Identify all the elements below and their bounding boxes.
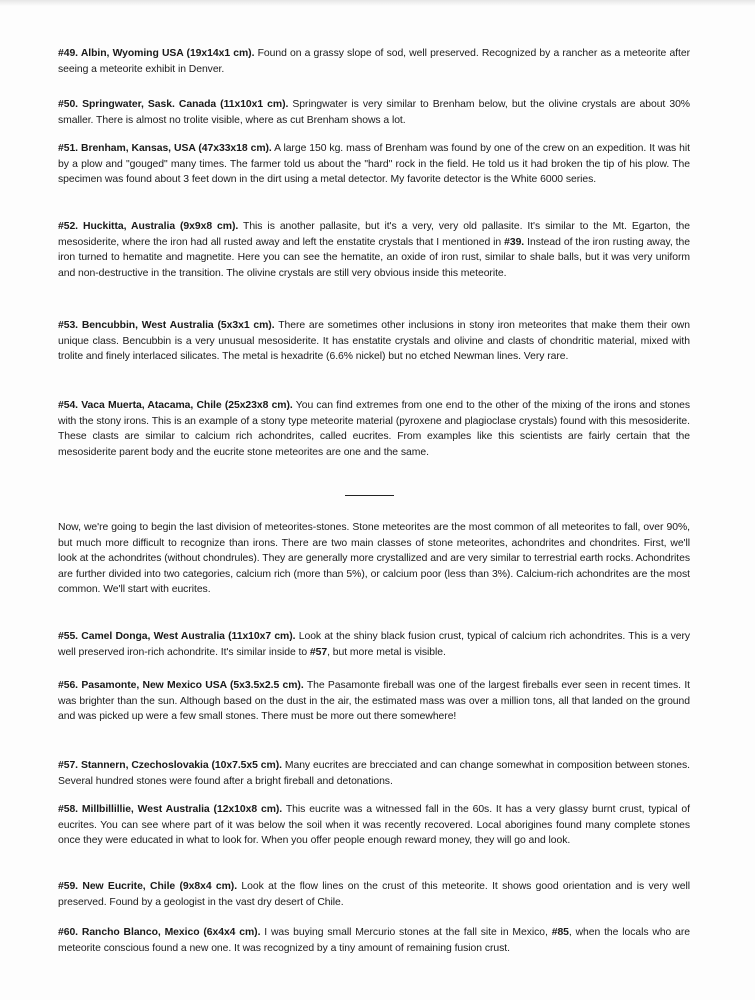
entry-55 — [58, 629, 690, 660]
entry-reference: #39. — [504, 236, 525, 248]
entry-text: This is another pallasite, but it's a very, very old pallasite. It's similar to the Mt. Egarton, the mesosiderite, where the iron had all rusted away and left the enstatite crystals that I mentioned in — [58, 221, 690, 248]
entry-text: A large 150 kg. mass of Brenham was found by one of the crew on an expedition. It was hit by a plow and "gouged" many times. The farmer told us about the "hard" rock in the field. He told us it had broken the tip of his plow. The specimen was found about 3 feet down in the dirt using a metal detector. My favorite detector is the White 6000 series. — [58, 143, 690, 186]
entry-text: You can find extremes from one end to the other of the mixing of the irons and stones with the stony irons. This is an example of a stony type meteorite material (pyroxene and plagioclase crystals) found with this mesosiderite. These clasts are similar to calcium rich achondrites, called eucrites. From examples like this scientists are fairly certain that the mesosiderite parent body and the eucrite stone meteorites are one and the same. — [58, 400, 691, 458]
entry-49 — [58, 46, 690, 77]
entry-heading: #55. Camel Donga, West Australia (11x10x7 cm). — [58, 631, 296, 642]
entry-56 — [58, 678, 690, 725]
entry-57 — [58, 758, 690, 789]
entry-60 — [58, 925, 690, 956]
entry-text: I was buying small Mercurio stones at the fall site in Mexico, — [260, 927, 552, 938]
entry-text: , when the locals who are meteorite conscious found a new one. It was recognized by a tiny amount of remaining fusion crust. — [58, 927, 690, 954]
entry-heading: #52. Huckitta, Australia (9x9x8 cm). — [58, 221, 239, 232]
entry-heading: #49. Albin, Wyoming USA (19x14x1 cm). — [58, 48, 255, 59]
stones-intro-paragraph: Now, we're going to begin the last division of meteorites-stones. Stone meteorites are the most common of all meteorites to fall, over 90%, but much more difficult to recognize than irons. There are two main classes of stone meteorites, achondrites and chondrites. First, we'll look at the achondrites (without chondrules). They are generally more crystallized and are very similar to terrestrial earth rocks. Achondrites are further divided into two categories, calcium rich (more than 5%), or calcium poor (less than 3%). Calcium-rich achondrites are the most common. We'll start with eucrites. — [58, 522, 690, 596]
entry-text: , but more metal is visible. — [327, 646, 446, 658]
entry-50 — [58, 97, 690, 128]
entry-54 — [58, 398, 690, 460]
entry-reference: #85 — [551, 927, 569, 938]
entry-53 — [58, 318, 690, 365]
entry-heading: #59. New Eucrite, Chile (9x8x4 cm). — [58, 881, 238, 892]
entry-heading: #53. Bencubbin, West Australia (5x3x1 cm). — [58, 320, 275, 331]
entry-heading: #51. Brenham, Kansas, USA (47x33x18 cm). — [58, 143, 272, 154]
entry-58 — [58, 802, 690, 849]
scan-edge — [0, 0, 755, 6]
entry-heading: #56. Pasamonte, New Mexico USA (5x3.5x2.5 cm). — [58, 680, 304, 691]
entry-heading: #54. Vaca Muerta, Atacama, Chile (25x23x8 cm). — [58, 400, 293, 411]
entry-text: Springwater is very similar to Brenham below, but the olivine crystals are about 30% smaller. There is almost no trolite visible, where as cut Brenham shows a lot. — [58, 99, 690, 126]
entry-text: There are sometimes other inclusions in stony iron meteorites that make them their own unique class. Bencubbin is a very unusual mesosiderite. It has enstatite crystals and olivine and clasts of chondritic material, mixed with trolite and finely interlaced silicates. The metal is hexadrite (6.6% nickel) but no etched Newman lines. Very rare. — [58, 320, 690, 363]
entry-reference: #57 — [309, 646, 328, 658]
entry-heading: #60. Rancho Blanco, Mexico (6x4x4 cm). — [58, 927, 261, 938]
entry-text: Look at the flow lines on the crust of this meteorite. It shows good orientation and is very well preserved. Found by a geologist in the vast dry desert of Chile. — [58, 881, 690, 908]
entry-text: Instead of the iron rusting away, the iron turned to hematite and magnetite. Here you can see the hematite, an oxide of iron rust, similar to shale balls, but it was very uniform and non-destructive in the transition. The olivine crystals are still very obvious inside this meteorite. — [58, 236, 690, 279]
entry-59 — [58, 879, 690, 910]
entry-52 — [58, 219, 690, 281]
entry-text: The Pasamonte fireball was one of the largest fireballs ever seen in recent times. It was brighter than the sun. Although based on the dust in the air, the estimated mass was over a million tons, all that landed on the ground and was picked up were a few small stones. There must be more out there somewhere! — [58, 680, 690, 723]
entry-text: Look at the shiny black fusion crust, typical of calcium rich achondrites. This is a very well preserved iron-rich achondrite. It's similar inside to — [58, 631, 690, 658]
entry-heading: #50. Springwater, Sask. Canada (11x10x1 cm). — [58, 99, 289, 110]
section-divider — [345, 495, 394, 496]
entry-heading: #58. Millbillillie, West Australia (12x10x8 cm). — [58, 804, 283, 815]
entry-text: Found on a grassy slope of sod, well preserved. Recognized by a rancher as a meteorite after seeing a meteorite exhibit in Denver. — [58, 48, 690, 75]
entry-51 — [58, 141, 690, 188]
entry-text: This eucrite was a witnessed fall in the 60s. It has a very glassy burnt crust, typical of eucrites. You can see where part of it was below the soil when it was recently recovered. Local aborigines found many complete stones once they were educated in what to look for. When you offer people enough reward money, they will go and look. — [58, 804, 690, 847]
entry-heading: #57. Stannern, Czechoslovakia (10x7.5x5 cm). — [58, 760, 282, 771]
entry-text: Many eucrites are brecciated and can change somewhat in composition between stones. Several hundred stones were found after a bright fireball and detonations. — [58, 760, 690, 787]
